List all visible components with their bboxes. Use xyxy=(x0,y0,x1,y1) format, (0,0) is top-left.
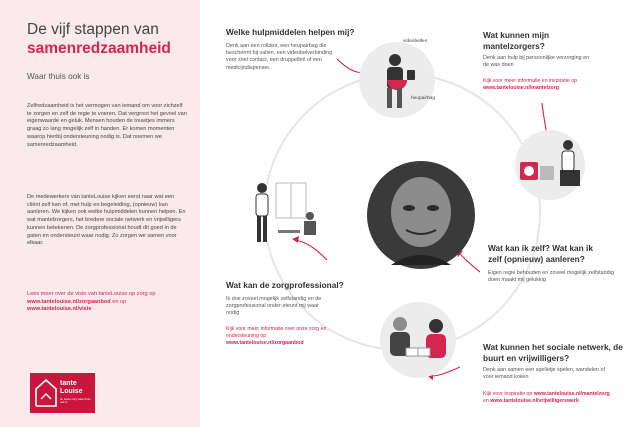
intro-paragraph-2: De medewerkers van tanteLouise kijken eerst naar wat een cliënt zelf kan of, met hulp en begeleiding, (opnieuw) kan aanleren. We kijken ook welke hulpmiddelen kunnen helpen. En wat mantelzorgers, het bredere sociale netwerk en vrijwilligers kunnen betekenen. De zorgprofessional houdt dit goed in de gaten en ondersteunt waar nodig. Zo zorgen we samen voor elkaar. xyxy=(27,194,186,247)
link-zorgaanbod-2[interactable]: www.tantelouise.nl/zorgaanbod xyxy=(226,339,304,346)
read-more-mid: en op xyxy=(112,298,127,305)
zorgprofessional-heading: Wat kan de zorgprofessional? xyxy=(226,280,344,290)
link-mantelzorg[interactable]: www.tantelouise.nl/mantelzorg xyxy=(483,84,559,91)
link-visie[interactable]: www.tantelouise.nl/visie xyxy=(27,306,92,313)
mantelzorgers-text: Denk aan hulp bij persoonlijke verzorging en de was doen xyxy=(483,55,590,69)
title-line-1: De vijf stappen van xyxy=(27,21,159,38)
logo-line-1: tante xyxy=(60,380,77,387)
netwerk-heading: Wat kunnen het sociale netwerk, de buurt en vrijwilligers? xyxy=(483,342,623,363)
hulpmiddelen-text: Denk aan een rollator, een heupairbag die beschermt bij vallen, een videobelverbinding voor snel contact, een druppelbril of een medicijndispenser. xyxy=(226,43,333,71)
intro-paragraph-1: Zelfredzaamheid is het vermogen van iemand om voor zichzelf te zorgen en zelf de regie te voeren. Dat vergroot het gevoel van eigenwaarde en geluk. Mensen houden de touwtjes immers graag zo lang mogelijk zelf in handen. Er komen momenten waarop hierbij ondersteuning nodig is. Dat noemen we samenredzaamheid. xyxy=(27,103,187,148)
read-more-lead: Lees meer over de visie van tanteLouise op zorg op xyxy=(27,291,156,297)
mantelzorgers-illustration xyxy=(510,130,594,205)
logo-line-2: Louise xyxy=(60,388,83,395)
zorgprofessional-text: Ik doe zoveel mogelijk zelfstandig en de zorgprofessional onder-steunt mij waar nodig xyxy=(226,296,322,317)
zorgprofessional-more xyxy=(226,326,331,346)
title-line-2: samenredzaamheid xyxy=(27,40,171,57)
label-videobellen: videobellen xyxy=(403,39,428,44)
netwerk-illustration xyxy=(378,300,458,383)
netwerk-more-mid: en xyxy=(483,397,489,404)
label-heupairbag: heupairbag xyxy=(411,96,436,101)
netwerk-more xyxy=(483,391,613,405)
zorgprofessional-more-lead: Kijk voor meer informatie over onze zorg en ondersteuning op xyxy=(226,326,327,339)
zelf-text: Eigen regie behouden en zoveel mogelijk zelfstandig doen maakt mij gelukkig xyxy=(488,270,614,284)
link-vrijwilligerswerk[interactable]: www.tantelouise.nl/vrijwilligerswerk xyxy=(490,397,579,404)
netwerk-more-lead: Kijk voor inspiratie op xyxy=(483,391,533,397)
subtitle: Waar thuis ook is xyxy=(27,72,90,81)
mantelzorgers-heading: Wat kunnen mijn mantelzorgers? xyxy=(483,30,550,51)
link-mantelzorg-2[interactable]: www.tantelouise.nl/mantelzorg xyxy=(533,391,610,397)
zelf-heading: Wat kan ik zelf? Wat kan ik zelf (opnieuw) aanleren? xyxy=(488,243,593,264)
logo-tagline: de beste zorg waar thuis ook is xyxy=(60,397,91,405)
netwerk-text: Denk aan samen een spelletje spelen, wandelen of voor iemand koken xyxy=(483,367,605,381)
hulpmiddelen-illustration xyxy=(357,40,437,125)
zorgprofessional-illustration xyxy=(248,178,328,255)
link-zorgaanbod[interactable]: www.tantelouise.nl/zorgaanbod xyxy=(27,298,111,305)
mantelzorgers-more xyxy=(483,78,608,92)
hulpmiddelen-heading: Welke hulpmiddelen helpen mij? xyxy=(226,27,355,37)
center-portrait xyxy=(366,160,476,275)
mantelzorgers-more-lead: Kijk voor meer informatie en inspiratie op xyxy=(483,78,577,84)
